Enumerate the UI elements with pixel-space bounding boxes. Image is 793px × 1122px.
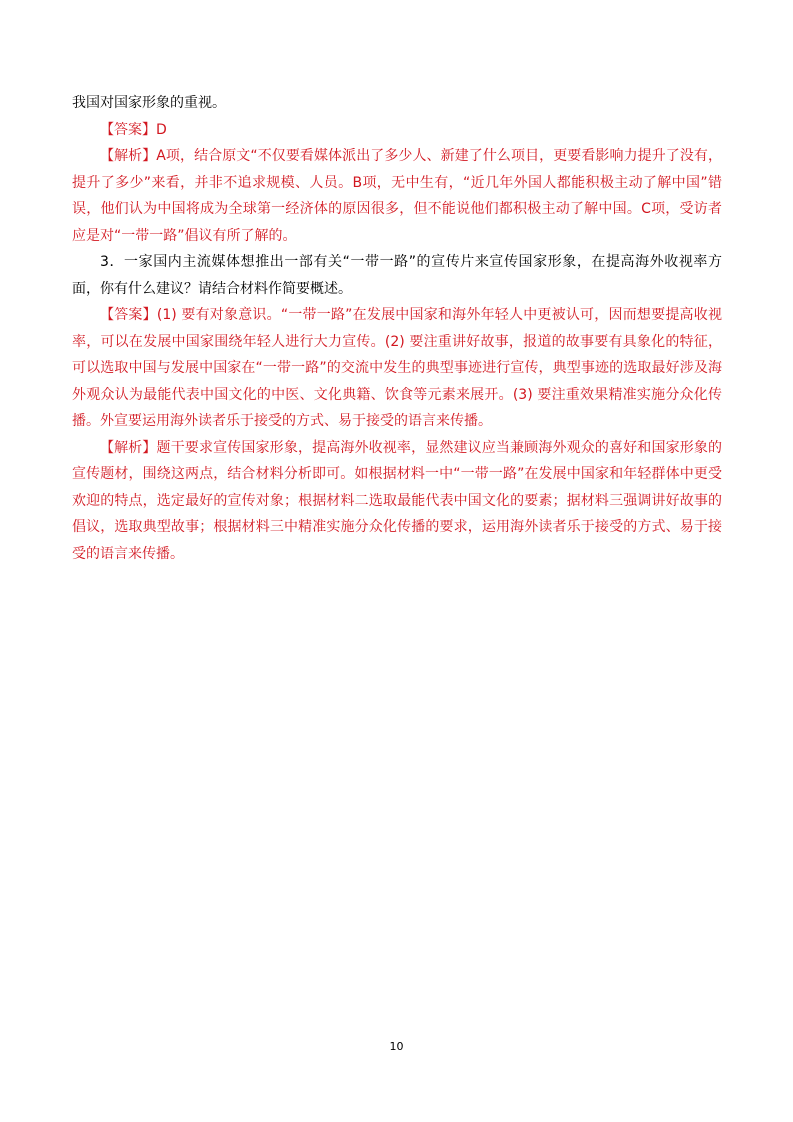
analysis-3: 【解析】题干要求宣传国家形象，提高海外收视率，显然建议应当兼顾海外观众的喜好和国家形象的宣传题材，围绕这两点，结合材料分析即可。如根据材料一中“一带一路”在发展中国家和年轻群体中更受欢迎的特点，选定最好的宣传对象；根据材料二选取最能代表中国文化的要素；据材料三强调讲好故事的倡议，选取典型故事；根据材料三中精准实施分众化传播的要求，运用海外读者乐于接受的方式、易于接受的语言来传播。 (72, 439, 722, 562)
intro-line: 我国对国家形象的重视。 (72, 95, 226, 111)
page-number: 10 (389, 1040, 404, 1053)
page-content (72, 90, 722, 567)
answer-3: 【答案】(1) 要有对象意识。“一带一路”在发展中国家和海外年轻人中更被认可，因而想要提高收视率，可以在发展中国家围绕年轻人进行大力宣传。(2) 要注重讲好故事，报道的故事要有具象化的特征，可以选取中国与发展中国家在“一带一路”的交流中发生的典型事迹进行宣传，典型事迹的选取最好涉及海外观众认为最能代表中国文化的中医、文化典籍、饮食等元素来展开。(3) 要注重效果精准实施分众化传播。外宣要运用海外读者乐于接受的方式、易于接受的语言来传播。 (72, 307, 722, 429)
analysis-1: 【解析】A项，结合原文“不仅要看媒体派出了多少人、新建了什么项目，更要看影响力提升了没有，提升了多少”来看，并非不追求规模、人员。B项，无中生有，“近几年外国人都能积极主动了解中国”错误，他们认为中国将成为全球第一经济体的原因很多，但不能说他们都积极主动了解中国。C项，受访者应是对“一带一路”倡议有所了解的。 (72, 148, 722, 244)
question-3: 3．一家国内主流媒体想推出一部有关“一带一路”的宣传片来宣传国家形象，在提高海外收视率方面，你有什么建议？请结合材料作简要概述。 (72, 254, 722, 297)
answer-1: 【答案】D (100, 121, 167, 138)
